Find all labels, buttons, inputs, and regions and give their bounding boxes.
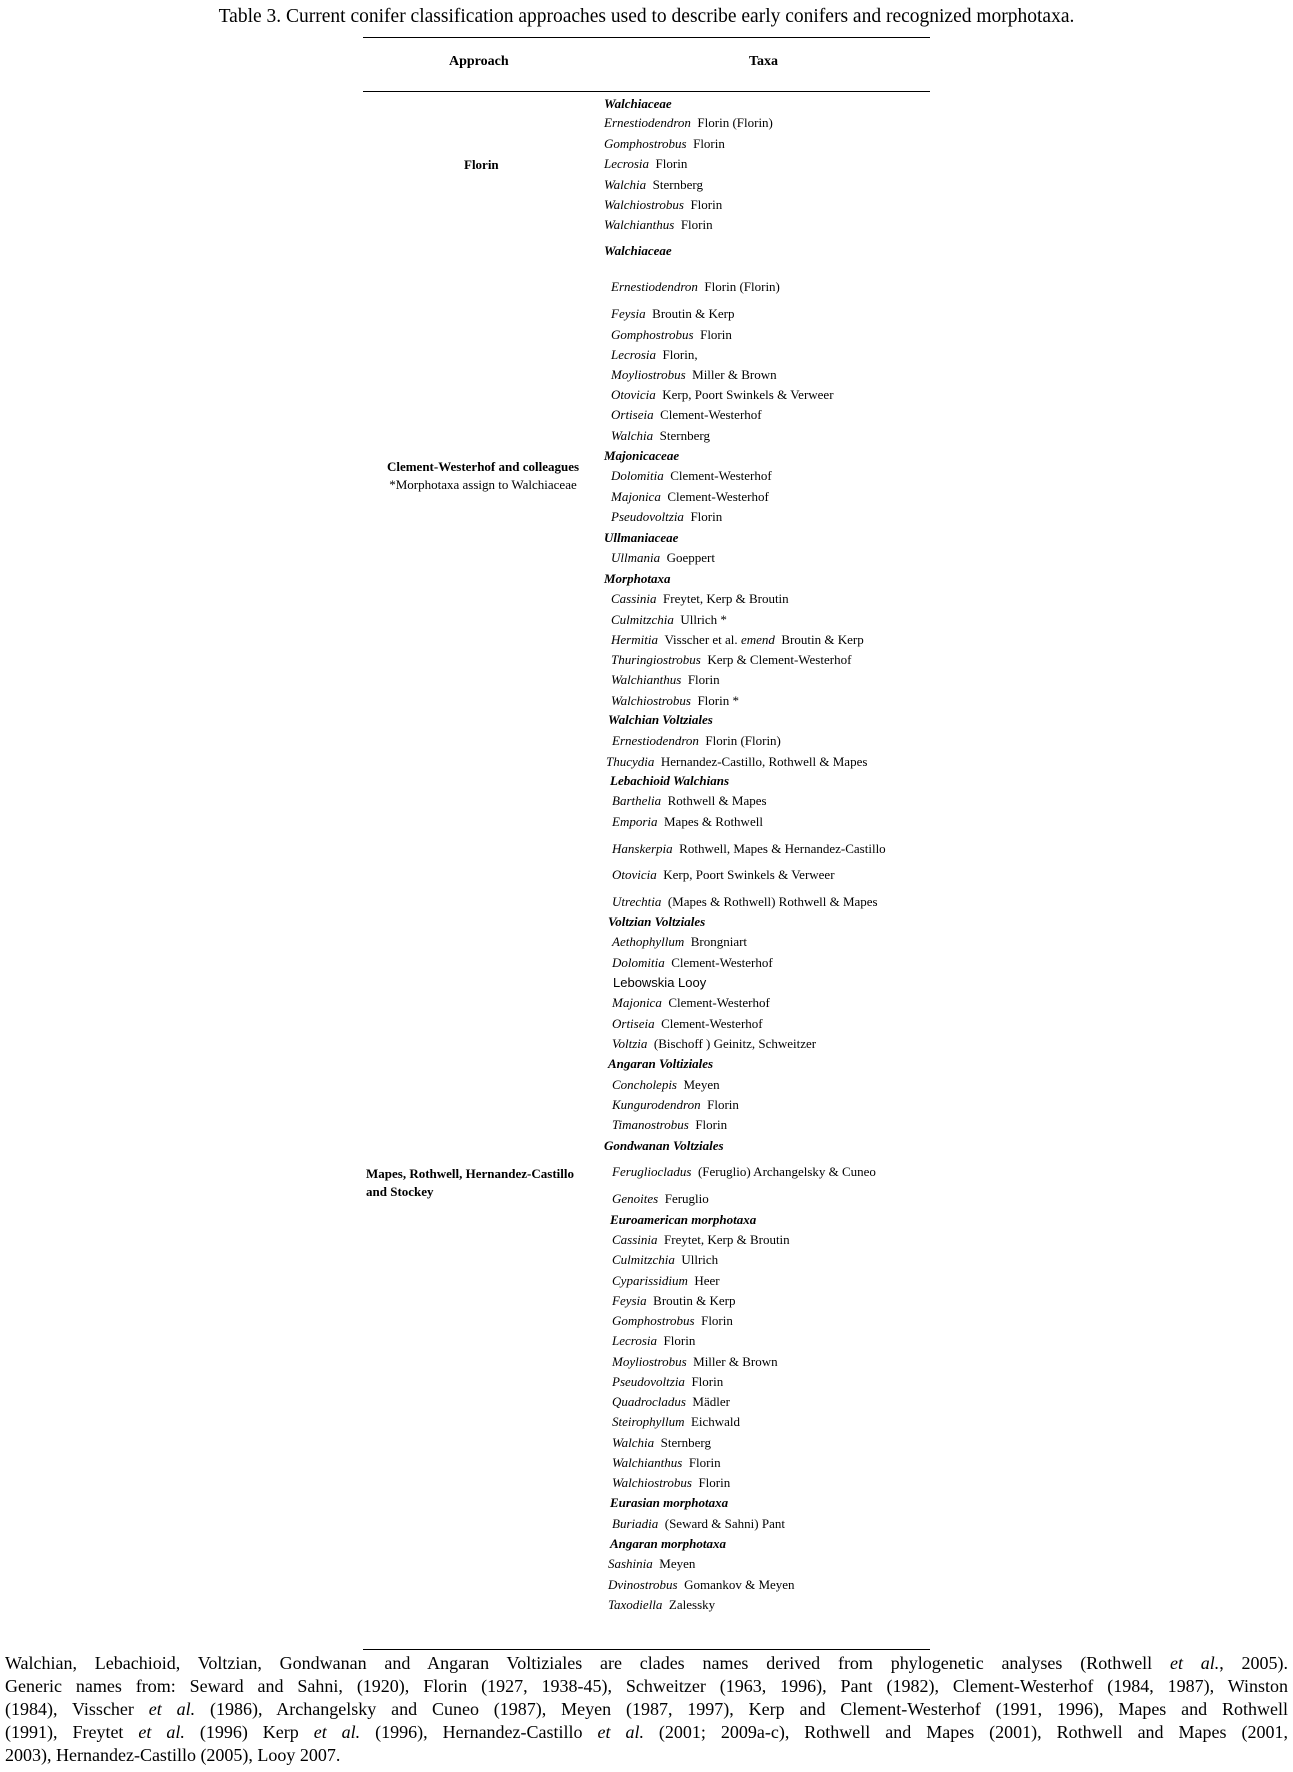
taxon-author: Florin (Florin) bbox=[704, 279, 780, 294]
taxon-entry bbox=[611, 550, 715, 565]
taxon-entry bbox=[612, 1394, 730, 1409]
footnote-text: (1984), Visscher bbox=[5, 1699, 149, 1719]
taxon-author: Brongniart bbox=[690, 934, 748, 949]
genus-name: Walchia bbox=[612, 1435, 655, 1450]
genus-name: Moyliostrobus bbox=[612, 1354, 687, 1369]
taxon-entry bbox=[612, 1435, 711, 1450]
taxon-author: Broutin & Kerp bbox=[652, 306, 735, 321]
genus-name: Gomphostrobus bbox=[604, 136, 687, 151]
taxon-group-heading: Walchiaceae bbox=[604, 243, 672, 258]
footnote-line bbox=[5, 1721, 1288, 1744]
approach-name: Clement-Westerhof and colleagues bbox=[386, 459, 580, 474]
taxon-entry bbox=[612, 1414, 740, 1429]
genus-name: Barthelia bbox=[612, 793, 662, 808]
footnote-text: Walchian, Lebachioid, Voltzian, Gondwanan and Angaran Voltiziales are clades names derived from phylogenetic analyses (Rothwell bbox=[5, 1653, 1170, 1673]
taxon-entry bbox=[612, 1097, 739, 1112]
taxon-group-heading: Walchiaceae bbox=[604, 96, 672, 111]
footnote-text: (1991), Freytet bbox=[5, 1722, 139, 1742]
footnote-text: (1986), Archangelsky and Cuneo (1987), Meyen (1987, 1997), Kerp and Clement-Westerhof (1991, 1996), Mapes and Rothwell bbox=[195, 1699, 1288, 1719]
taxon-entry bbox=[604, 177, 703, 192]
genus-name: Taxodiella bbox=[608, 1597, 663, 1612]
footnote-line bbox=[5, 1652, 1288, 1675]
genus-name: Ullmania bbox=[611, 550, 661, 565]
genus-name: Walchianthus bbox=[612, 1455, 683, 1470]
taxon-author: Kerp, Poort Swinkels & Verweer bbox=[663, 867, 835, 882]
approach-mapes bbox=[366, 1165, 574, 1201]
genus-name: Ortiseia bbox=[612, 1016, 655, 1031]
taxon-author: Rothwell, Mapes & Hernandez-Castillo bbox=[679, 841, 886, 856]
taxon-entry bbox=[606, 754, 867, 769]
taxon-author: (Seward & Sahni) Pant bbox=[664, 1516, 785, 1531]
taxon-author: Visscher et al. bbox=[664, 632, 738, 647]
taxon-group-heading: Ullmaniaceae bbox=[604, 530, 679, 545]
taxon-entry bbox=[611, 652, 851, 667]
approach-name-line1: Mapes, Rothwell, Hernandez-Castillo bbox=[366, 1166, 574, 1181]
taxon-author: Florin * bbox=[697, 693, 739, 708]
taxon-author: Florin bbox=[701, 1313, 733, 1328]
taxon-entry bbox=[608, 1577, 795, 1592]
taxon-author: Florin (Florin) bbox=[697, 115, 773, 130]
taxon-entry bbox=[612, 867, 835, 882]
genus-name: Hermitia bbox=[611, 632, 658, 647]
taxon-entry bbox=[611, 632, 864, 647]
genus-name: Ernestiodendron bbox=[604, 115, 691, 130]
genus-name: Gomphostrobus bbox=[612, 1313, 695, 1328]
taxon-author: Florin bbox=[680, 217, 713, 232]
taxon-author: Clement-Westerhof bbox=[661, 1016, 763, 1031]
taxon-entry bbox=[611, 387, 834, 402]
taxon-author: Clement-Westerhof bbox=[671, 955, 773, 970]
taxon-author: Mädler bbox=[692, 1394, 730, 1409]
approach-clement bbox=[363, 458, 603, 494]
footnote bbox=[5, 1652, 1288, 1767]
footnote-text: , 2005). bbox=[1219, 1653, 1288, 1673]
taxon-group-heading: Walchian Voltziales bbox=[608, 712, 713, 727]
taxon-entry bbox=[604, 136, 725, 151]
genus-name: Ferugliocladus bbox=[612, 1164, 692, 1179]
genus-name: Ortiseia bbox=[611, 407, 654, 422]
taxon-group-heading: Majonicaceae bbox=[604, 448, 680, 463]
taxon-author: Sternberg bbox=[659, 428, 710, 443]
taxon-entry bbox=[611, 612, 727, 627]
genus-name: Voltzia bbox=[612, 1036, 648, 1051]
genus-name: Aethophyllum bbox=[612, 934, 685, 949]
taxon-author: Ullrich * bbox=[680, 612, 727, 627]
taxon-author: Florin bbox=[693, 136, 725, 151]
genus-name: Ernestiodendron bbox=[612, 733, 699, 748]
genus-name: Walchiostrobus bbox=[604, 197, 684, 212]
footnote-text: (2001; 2009a-c), Rothwell and Mapes (2001), Rothwell and Mapes (2001, bbox=[643, 1722, 1288, 1742]
taxon-group-heading: Voltzian Voltziales bbox=[608, 914, 706, 929]
footnote-etal: et al. bbox=[1169, 1653, 1220, 1673]
taxon-entry bbox=[611, 367, 777, 382]
emend-marker: emend bbox=[740, 632, 775, 647]
taxon-entry bbox=[612, 1164, 876, 1179]
taxon-entry bbox=[612, 1354, 778, 1369]
taxon-author: Gomankov & Meyen bbox=[684, 1577, 795, 1592]
taxon-entry bbox=[611, 407, 762, 422]
taxon-entry bbox=[611, 509, 722, 524]
taxon-entry bbox=[612, 793, 767, 808]
taxon-entry bbox=[612, 1232, 790, 1247]
taxon-author: Florin bbox=[691, 1374, 724, 1389]
genus-name: Dolomitia bbox=[611, 468, 664, 483]
genus-name: Thucydia bbox=[606, 754, 655, 769]
genus-name: Pseudovoltzia bbox=[612, 1374, 685, 1389]
genus-name: Cassinia bbox=[612, 1232, 658, 1247]
taxon-author: Florin bbox=[700, 327, 732, 342]
header-rule bbox=[363, 91, 930, 92]
genus-name: Walchia bbox=[604, 177, 647, 192]
taxon-group-heading: Lebachioid Walchians bbox=[610, 773, 730, 788]
taxon-author: (Bischoff ) Geinitz, Schweitzer bbox=[653, 1036, 817, 1051]
genus-name: Otovicia bbox=[611, 387, 656, 402]
genus-name: Lecrosia bbox=[604, 156, 650, 171]
taxon-author: Goeppert bbox=[666, 550, 715, 565]
taxon-entry bbox=[612, 995, 770, 1010]
genus-name: Buriadia bbox=[612, 1516, 659, 1531]
genus-name: Majonica bbox=[612, 995, 662, 1010]
genus-name: Cyparissidium bbox=[612, 1273, 688, 1288]
taxon-author: Sternberg bbox=[660, 1435, 711, 1450]
table-title: Table 3. Current conifer classification approaches used to describe early conifers and recognized morphotaxa. bbox=[218, 6, 1075, 27]
taxon-entry bbox=[612, 1252, 718, 1267]
approach-note: *Morphotaxa assign to Walchiaceae bbox=[389, 477, 577, 492]
taxon-entry bbox=[612, 1293, 735, 1308]
taxon-author: Zalessky bbox=[668, 1597, 716, 1612]
taxon-author: Clement-Westerhof bbox=[668, 995, 770, 1010]
taxon-entry bbox=[612, 1516, 785, 1531]
approach-name: Florin bbox=[464, 157, 499, 172]
genus-name: Walchiostrobus bbox=[612, 1475, 692, 1490]
bottom-rule bbox=[363, 1649, 930, 1650]
footnote-etal: et al. bbox=[313, 1722, 361, 1742]
taxon-entry bbox=[612, 1016, 763, 1031]
taxon-entry bbox=[612, 1117, 727, 1132]
genus-name: Timanostrobus bbox=[612, 1117, 689, 1132]
taxon-author: Broutin & Kerp bbox=[653, 1293, 736, 1308]
genus-name: Walchianthus bbox=[611, 672, 682, 687]
genus-name: Genoites bbox=[612, 1191, 659, 1206]
taxon-author: Meyen bbox=[659, 1556, 696, 1571]
genus-name: Ernestiodendron bbox=[611, 279, 698, 294]
taxon-entry bbox=[612, 1191, 709, 1206]
taxon-entry bbox=[604, 156, 687, 171]
header-taxa: Taxa bbox=[749, 54, 779, 69]
taxon-author: Mapes & Rothwell bbox=[664, 814, 763, 829]
taxon-entry bbox=[608, 1597, 715, 1612]
genus-name: Gomphostrobus bbox=[611, 327, 694, 342]
taxon-author: Meyen bbox=[683, 1077, 720, 1092]
taxon-entry bbox=[604, 217, 713, 232]
taxon-author: (Feruglio) Archangelsky & Cuneo bbox=[697, 1164, 876, 1179]
taxon-entry bbox=[612, 894, 878, 909]
genus-name: Walchianthus bbox=[604, 217, 675, 232]
taxon-entry bbox=[612, 814, 763, 829]
approach-name-line2: and Stockey bbox=[366, 1184, 434, 1199]
taxon-author: Rothwell & Mapes bbox=[667, 793, 767, 808]
genus-name: Moyliostrobus bbox=[611, 367, 686, 382]
genus-name: Majonica bbox=[611, 489, 661, 504]
taxon-entry bbox=[612, 733, 781, 748]
taxon-author: Kerp & Clement-Westerhof bbox=[707, 652, 852, 667]
genus-name: Concholepis bbox=[612, 1077, 677, 1092]
taxon-author: Kerp, Poort Swinkels & Verweer bbox=[662, 387, 834, 402]
genus-name: Emporia bbox=[612, 814, 658, 829]
taxon-entry bbox=[612, 1333, 695, 1348]
taxon-entry bbox=[611, 489, 769, 504]
genus-name: Dolomitia bbox=[612, 955, 665, 970]
taxon-entry bbox=[612, 934, 747, 949]
taxon-entry bbox=[612, 1455, 721, 1470]
taxon-author: Florin bbox=[655, 156, 688, 171]
genus-name: Hanskerpia bbox=[612, 841, 673, 856]
footnote-line bbox=[5, 1675, 1288, 1698]
genus-name: Walchiostrobus bbox=[611, 693, 691, 708]
taxon-author: Florin bbox=[690, 509, 723, 524]
taxon-group-heading: Euroamerican morphotaxa bbox=[610, 1212, 757, 1227]
genus-name: Feysia bbox=[612, 1293, 647, 1308]
genus-name: Sashinia bbox=[608, 1556, 653, 1571]
taxon-entry bbox=[611, 279, 780, 294]
taxon-entry bbox=[612, 1374, 723, 1389]
taxon-author: Florin bbox=[695, 1117, 728, 1132]
taxon-author: Miller & Brown bbox=[693, 1354, 778, 1369]
genus-name: Steirophyllum bbox=[612, 1414, 685, 1429]
taxon-author: Florin bbox=[687, 672, 720, 687]
genus-name: Dvinostrobus bbox=[608, 1577, 678, 1592]
footnote-etal: et al. bbox=[138, 1722, 185, 1742]
footnote-text: (1996), Hernandez-Castillo bbox=[360, 1722, 598, 1742]
taxon-author: Florin bbox=[688, 1455, 721, 1470]
genus-name: Feysia bbox=[611, 306, 646, 321]
footnote-text: Generic names from: Seward and Sahni, (1920), Florin (1927, 1938-45), Schweitzer (1963, 1996), Pant (1982), Clement-Westerhof (1984, 1987), Winston bbox=[5, 1676, 1288, 1696]
genus-name: Cassinia bbox=[611, 591, 657, 606]
footnote-text: (1996) Kerp bbox=[184, 1722, 314, 1742]
taxon-entry bbox=[612, 1313, 733, 1328]
taxon-group-heading: Morphotaxa bbox=[604, 571, 671, 586]
taxon-group-heading: Angaran Voltiziales bbox=[608, 1056, 714, 1071]
taxon-author: Ullrich bbox=[681, 1252, 719, 1267]
taxon-entry bbox=[612, 955, 773, 970]
taxon-author: Heer bbox=[694, 1273, 720, 1288]
taxon-author: Clement-Westerhof bbox=[670, 468, 772, 483]
genus-name: Kungurodendron bbox=[612, 1097, 701, 1112]
taxon-entry bbox=[611, 347, 698, 362]
taxon-entry bbox=[611, 327, 732, 342]
genus-name: Pseudovoltzia bbox=[611, 509, 684, 524]
taxon-entry bbox=[611, 306, 734, 321]
top-rule bbox=[363, 37, 930, 38]
taxon-entry bbox=[611, 428, 710, 443]
taxon-entry bbox=[612, 1475, 730, 1490]
taxon-author: Broutin & Kerp bbox=[781, 632, 864, 647]
taxon-author: Miller & Brown bbox=[692, 367, 777, 382]
genus-name: Lecrosia bbox=[612, 1333, 658, 1348]
taxon-entry bbox=[611, 672, 720, 687]
header-approach: Approach bbox=[449, 54, 509, 69]
footnote-etal: et al. bbox=[148, 1699, 196, 1719]
footnote-line bbox=[5, 1744, 1288, 1767]
taxon-group-heading: Angaran morphotaxa bbox=[610, 1536, 726, 1551]
genus-name: Thuringiostrobus bbox=[611, 652, 701, 667]
approach-florin bbox=[464, 156, 499, 174]
taxon-author: Freytet, Kerp & Broutin bbox=[664, 1232, 790, 1247]
taxon-entry bbox=[611, 693, 739, 708]
taxon-author: Florin bbox=[663, 1333, 696, 1348]
genus-name: Utrechtia bbox=[612, 894, 662, 909]
taxon-entry bbox=[612, 1273, 720, 1288]
genus-name: Quadrocladus bbox=[612, 1394, 686, 1409]
taxon-author: Clement-Westerhof bbox=[667, 489, 769, 504]
taxon-group-heading: Eurasian morphotaxa bbox=[610, 1495, 729, 1510]
taxon-author: Sternberg bbox=[652, 177, 703, 192]
taxon-entry bbox=[604, 115, 773, 130]
taxon-author: Hernandez-Castillo, Rothwell & Mapes bbox=[660, 754, 868, 769]
taxon-entry bbox=[608, 1556, 695, 1571]
taxon-entry bbox=[604, 197, 722, 212]
genus-name: Lecrosia bbox=[611, 347, 657, 362]
taxon-entry bbox=[612, 1036, 816, 1051]
taxon-author: Florin bbox=[690, 197, 723, 212]
genus-name: Walchia bbox=[611, 428, 654, 443]
taxon-entry bbox=[612, 1077, 720, 1092]
taxon-author: Clement-Westerhof bbox=[660, 407, 762, 422]
footnote-etal: et al. bbox=[597, 1722, 644, 1742]
taxon-author: Florin bbox=[698, 1475, 731, 1490]
taxon-entry bbox=[612, 841, 886, 856]
genus-name: Culmitzchia bbox=[611, 612, 674, 627]
taxon-entry: Lebowskia Looy bbox=[613, 975, 707, 990]
taxon-author: Florin bbox=[707, 1097, 739, 1112]
footnote-text: 2003), Hernandez-Castillo (2005), Looy 2007. bbox=[5, 1745, 341, 1765]
taxon-entry bbox=[611, 468, 772, 483]
taxon-author: Feruglio bbox=[664, 1191, 709, 1206]
genus-name: Otovicia bbox=[612, 867, 657, 882]
genus-name: Culmitzchia bbox=[612, 1252, 675, 1267]
taxon-group-heading: Gondwanan Voltziales bbox=[604, 1138, 724, 1153]
taxon-author: Freytet, Kerp & Broutin bbox=[663, 591, 789, 606]
taxon-author: Florin, bbox=[662, 347, 698, 362]
taxon-entry bbox=[611, 591, 789, 606]
taxon-author: (Mapes & Rothwell) Rothwell & Mapes bbox=[667, 894, 878, 909]
footnote-line bbox=[5, 1698, 1288, 1721]
taxon-author: Eichwald bbox=[690, 1414, 741, 1429]
taxon-author: Florin (Florin) bbox=[705, 733, 781, 748]
